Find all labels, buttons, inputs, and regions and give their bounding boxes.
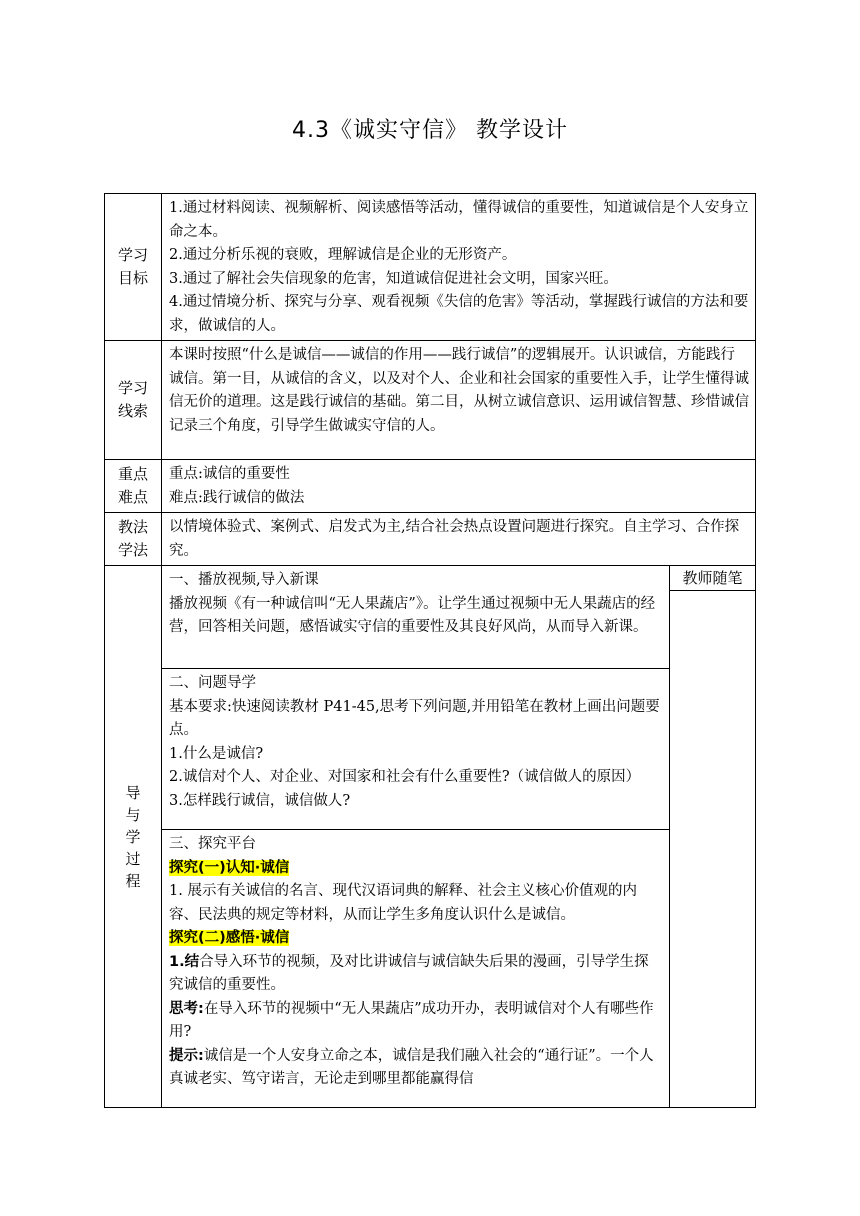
process-part3 [162,830,670,1108]
think-label: 思考: [169,1000,204,1017]
hint-text: 诚信是一个人安身立命之本，诚信是我们融入社会的“通行证”。一个人真诚老实、笃守诺言，无论走到哪里都能赢得信 [169,1047,654,1087]
keypoints-row [105,460,756,513]
methods-content: 以情境体验式、案例式、启发式为主,结合社会热点设置问题进行探究。自主学习、合作探究。 [162,513,756,566]
objectives-content [162,194,756,341]
part2-question: 2.诚信对个人、对企业、对国家和社会有什么重要性?（诚信做人的原因） [169,769,641,785]
think-text: 在导入环节的视频中“无人果蔬店”成功开办，表明诚信对个人有哪些作用? [169,1000,654,1040]
objectives-label: 学习 目标 [105,194,162,341]
objective-item: 2.通过分析乐视的衰败，理解诚信是企业的无形资产。 [169,247,517,263]
inquiry2-text: 合导入环节的视频，及对比讲诚信与诚信缺失后果的漫画，引导学生探究诚信的重要性。 [169,953,649,993]
key-point: 重点:诚信的重要性 [169,466,290,482]
inquiry1-title: 探究(一)认知·诚信 [169,859,290,876]
part2-heading: 二、问题导学 [169,675,256,691]
part3-heading: 三、探究平台 [169,836,256,852]
inquiry2-title: 探究(二)感悟·诚信 [169,930,290,946]
process-part2 [162,669,670,830]
difficult-point: 难点:践行诚信的做法 [169,489,305,506]
objective-item: 3.通过了解社会失信现象的危害，知道诚信促进社会文明，国家兴旺。 [169,270,618,287]
inquiry2-paragraph [169,951,663,998]
inquiry1-text: 1. 展示有关诚信的名言、现代汉语词典的解释、社会主义核心价值观的内容、民法典的规定等材料，从而让学生多角度认识什么是诚信。 [169,883,637,923]
part1-heading: 一、播放视频,导入新课 [169,572,319,588]
objectives-row [105,194,756,341]
teacher-notes-header: 教师随笔 [670,566,756,591]
page-title: 4.3《诚实守信》 教学设计 [292,118,568,143]
part2-requirement: 基本要求:快速阅读教材 P41-45,思考下列问题,并用铅笔在教材上画出问题要点。 [169,698,660,738]
inquiry2-lead: 1.结 [169,953,200,970]
hint-paragraph [169,1045,663,1092]
teacher-notes-area [670,591,756,1108]
keypoints-content [162,460,756,513]
part2-question: 1.什么是诚信? [169,745,264,762]
process-row-3 [105,669,756,830]
objective-item: 4.通过情境分析、探究与分享、观看视频《失信的危害》等活动，掌握践行诚信的方法和要求，做诚信的人。 [169,294,749,334]
hint-label: 提示: [169,1047,204,1064]
methods-row [105,513,756,566]
methods-label: 教法 学法 [105,513,162,566]
clue-label: 学习 线索 [105,341,162,460]
process-row-4 [105,830,756,1108]
process-label: 导 与 学 过 程 [105,566,162,1108]
part2-question: 3.怎样践行诚信，诚信做人? [169,792,351,809]
objective-item: 1.通过材料阅读、视频解析、阅读感悟等活动，懂得诚信的重要性，知道诚信是个人安身立命之本。 [169,200,749,240]
lesson-plan-table [104,193,756,1108]
clue-content: 本课时按照“什么是诚信——诚信的作用——践行诚信”的逻辑展开。认识诚信，方能践行诚信。第一目，从诚信的含义，以及对个人、企业和社会国家的重要性入手，让学生懂得诚信无价的道理。这是践行诚信的基础。第二目，从树立诚信意识、运用诚信智慧、珍惜诚信记录三个角度，引导学生做诚实守信的人。 [162,341,756,460]
process-part1 [162,566,670,669]
keypoints-label: 重点 难点 [105,460,162,513]
process-row-1 [105,566,756,591]
clue-row [105,341,756,460]
part1-text: 播放视频《有一种诚信叫“无人果蔬店”》。让学生通过视频中无人果蔬店的经营，回答相关问题，感悟诚实守信的重要性及其良好风尚，从而导入新课。 [169,595,656,635]
think-paragraph [169,998,663,1045]
